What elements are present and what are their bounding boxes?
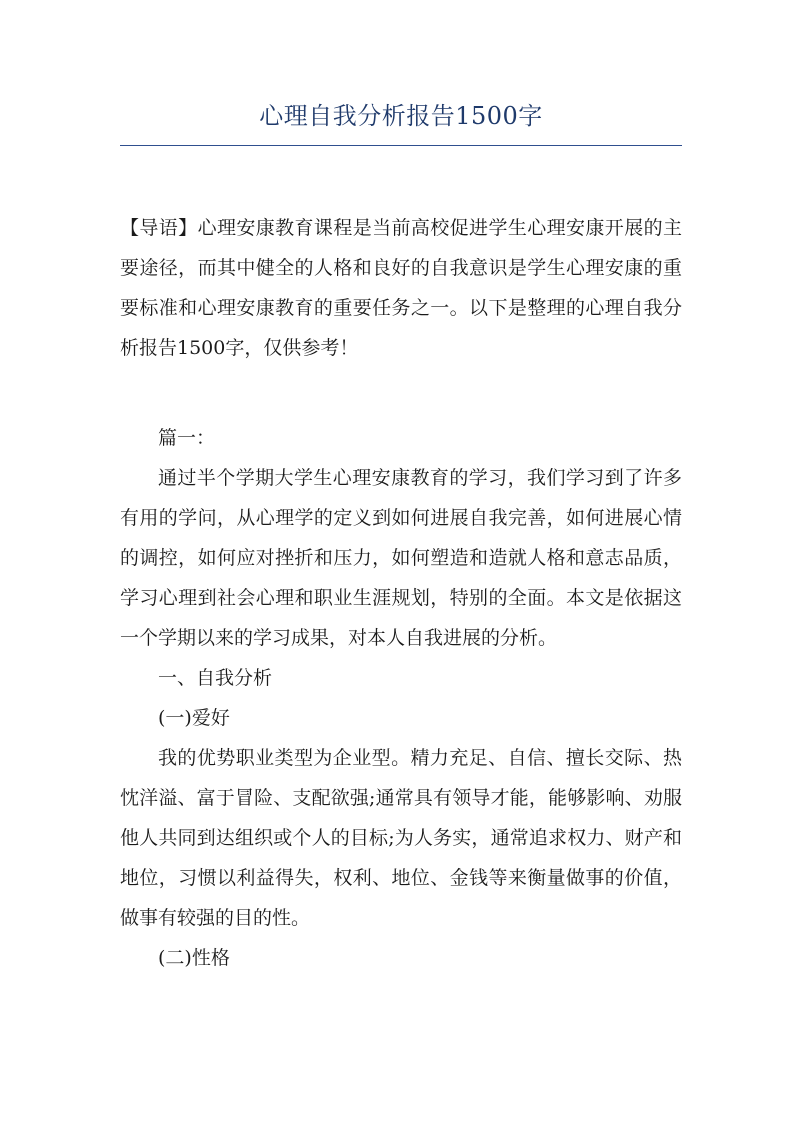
- document-title: 心理自我分析报告1500字: [259, 102, 543, 130]
- document-body: [120, 208, 682, 978]
- title-underline: [120, 145, 682, 146]
- body-paragraph: 通过半个学期大学生心理安康教育的学习，我们学习到了许多有用的学问，从心理学的定义到如何进展自我完善，如何进展心情的调控，如何应对挫折和压力，如何塑造和造就人格和意志品质，学习心理到社会心理和职业生涯规划，特别的全面。本文是依据这一个学期以来的学习成果，对本人自我进展的分析。: [120, 467, 682, 649]
- section-heading: 一、自我分析: [158, 667, 273, 689]
- body-paragraph: 我的优势职业类型为企业型。精力充足、自信、擅长交际、热忱洋溢、富于冒险、支配欲强;通常具有领导才能，能够影响、劝服他人共同到达组织或个人的目标;为人务实，通常追求权力、财产和地位，习惯以利益得失，权利、地位、金钱等来衡量做事的价值，做事有较强的目的性。: [120, 747, 682, 929]
- intro-paragraph: 【导语】心理安康教育课程是当前高校促进学生心理安康开展的主要途径，而其中健全的人格和良好的自我意识是学生心理安康的重要标准和心理安康教育的重要任务之一。以下是整理的心理自我分析报告1500字，仅供参考！: [120, 217, 682, 359]
- subsection-heading: (一)爱好: [158, 707, 230, 729]
- part-heading: 篇一：: [158, 427, 216, 449]
- subsection-heading: (二)性格: [158, 947, 230, 969]
